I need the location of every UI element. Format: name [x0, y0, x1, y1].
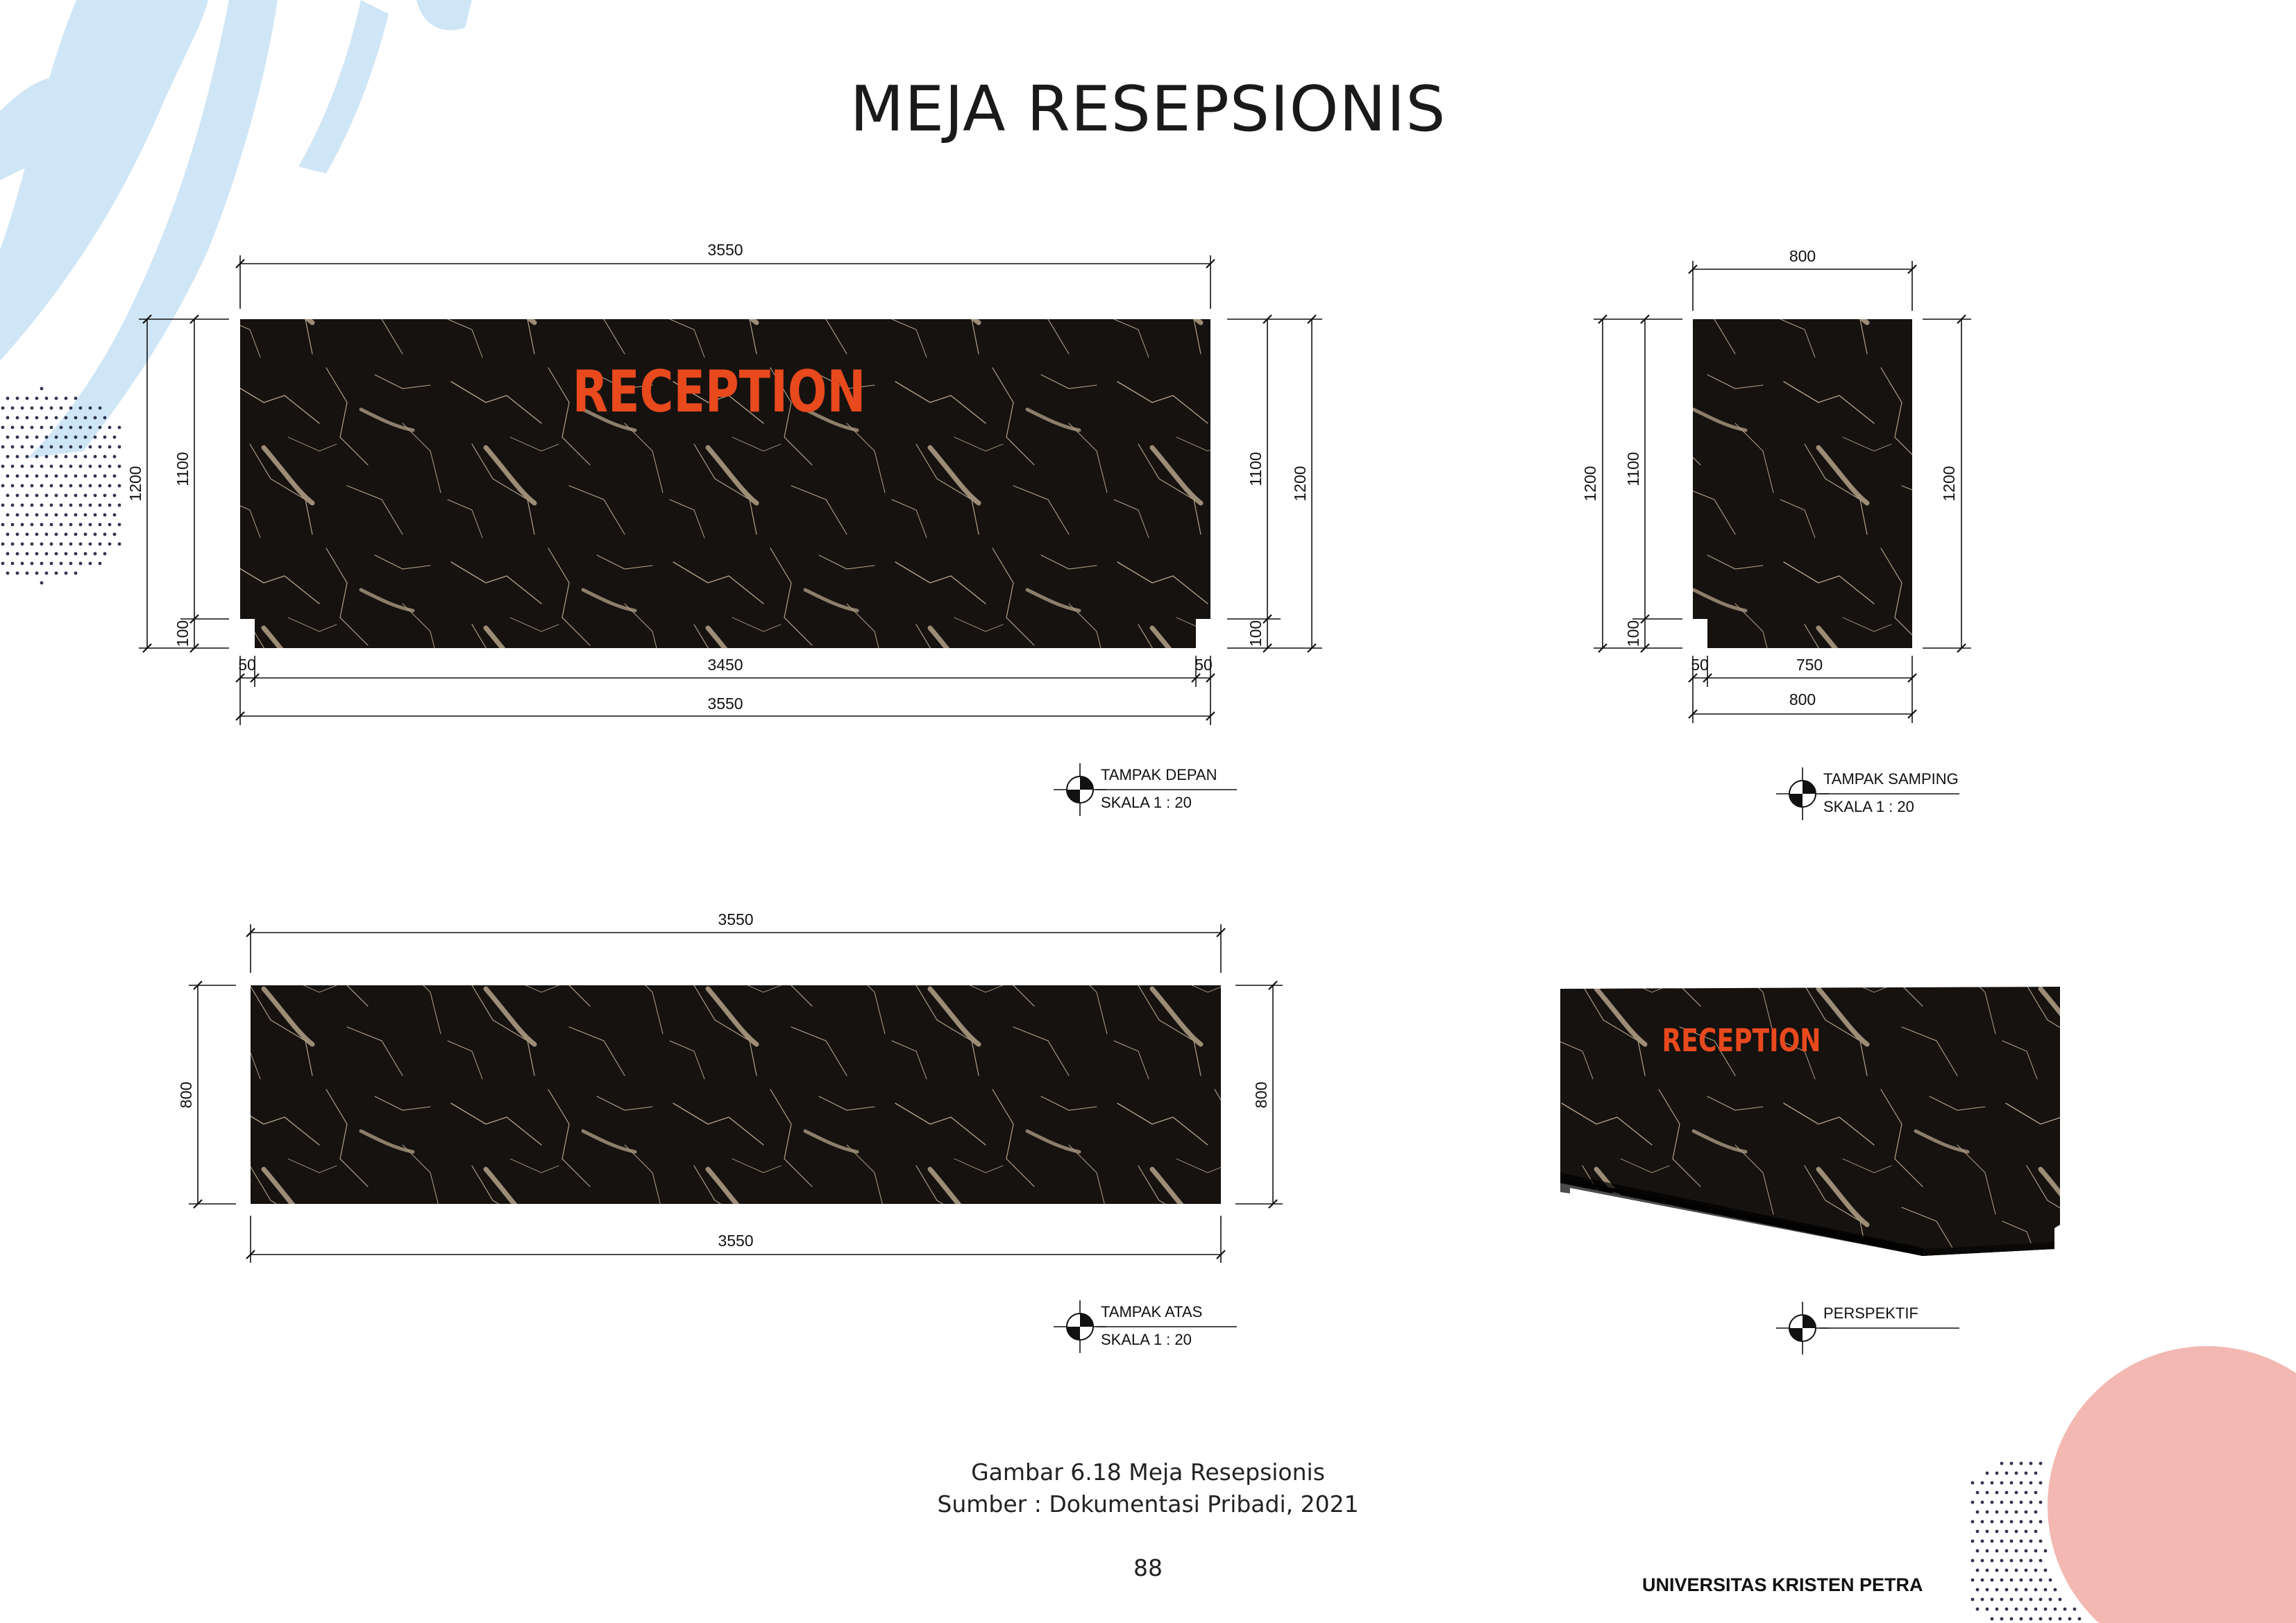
front-dim-left-plinth: 100 [174, 620, 192, 647]
figure-caption: Gambar 6.18 Meja Resepsionis [971, 1459, 1325, 1486]
top-surface [251, 985, 1221, 1204]
front-view-scale: SKALA 1 : 20 [1101, 794, 1192, 811]
perspective-reception-sign: RECEPTION [1662, 1021, 1821, 1060]
university-footer: UNIVERSITAS KRISTEN PETRA [1642, 1574, 1923, 1595]
top-view-label [1054, 1300, 1237, 1353]
reception-sign: RECEPTION [572, 357, 866, 425]
front-view [126, 241, 1322, 816]
top-dim-right-depth: 800 [1252, 1081, 1270, 1109]
perspective-view [1560, 987, 2060, 1354]
front-plinth [255, 619, 1196, 648]
side-plinth [1707, 619, 1912, 648]
front-dim-left-offset: 50 [238, 656, 256, 674]
side-dim-bottom-width: 800 [1789, 690, 1816, 708]
top-dim-left-depth: 800 [177, 1081, 195, 1109]
side-view-label [1776, 767, 1959, 820]
top-view [177, 910, 1283, 1353]
side-dim-inner-width: 750 [1796, 656, 1823, 674]
page-title: MEJA RESEPSIONIS [850, 73, 1446, 146]
top-dim-bottom-width: 3550 [718, 1232, 754, 1250]
side-view [1581, 247, 1971, 820]
front-view-label [1054, 763, 1237, 816]
side-dim-left-offset: 50 [1691, 656, 1709, 674]
front-dim-bottom-width: 3550 [707, 695, 743, 713]
page-number: 88 [1133, 1554, 1163, 1581]
front-dim-right-total-height: 1200 [1291, 466, 1309, 502]
front-dim-top-width: 3550 [707, 241, 743, 259]
side-body [1693, 319, 1912, 619]
side-view-scale: SKALA 1 : 20 [1823, 798, 1914, 815]
perspective-view-title: PERSPEKTIF [1823, 1305, 1918, 1322]
figure-source: Sumber : Dokumentasi Pribadi, 2021 [937, 1490, 1359, 1518]
side-dim-left-body-height: 1100 [1624, 452, 1642, 486]
side-dim-left-total-height: 1200 [1581, 466, 1599, 502]
top-view-title: TAMPAK ATAS [1101, 1303, 1203, 1320]
front-dim-right-plinth: 100 [1247, 620, 1265, 647]
front-dim-right-offset: 50 [1195, 656, 1213, 674]
side-dim-left-plinth: 100 [1624, 620, 1642, 647]
front-view-title: TAMPAK DEPAN [1101, 766, 1217, 783]
side-dim-right-total-height: 1200 [1940, 466, 1958, 502]
front-dim-inner-width: 3450 [707, 656, 743, 674]
top-dim-top-width: 3550 [718, 910, 754, 928]
front-dim-right-body-height: 1100 [1247, 452, 1265, 486]
top-view-scale: SKALA 1 : 20 [1101, 1331, 1192, 1348]
front-dim-left-body-height: 1100 [174, 452, 192, 486]
front-dim-left-total-height: 1200 [126, 466, 144, 502]
perspective-view-label [1776, 1302, 1959, 1354]
side-dim-top-width: 800 [1789, 247, 1816, 265]
side-view-title: TAMPAK SAMPING [1823, 770, 1959, 788]
